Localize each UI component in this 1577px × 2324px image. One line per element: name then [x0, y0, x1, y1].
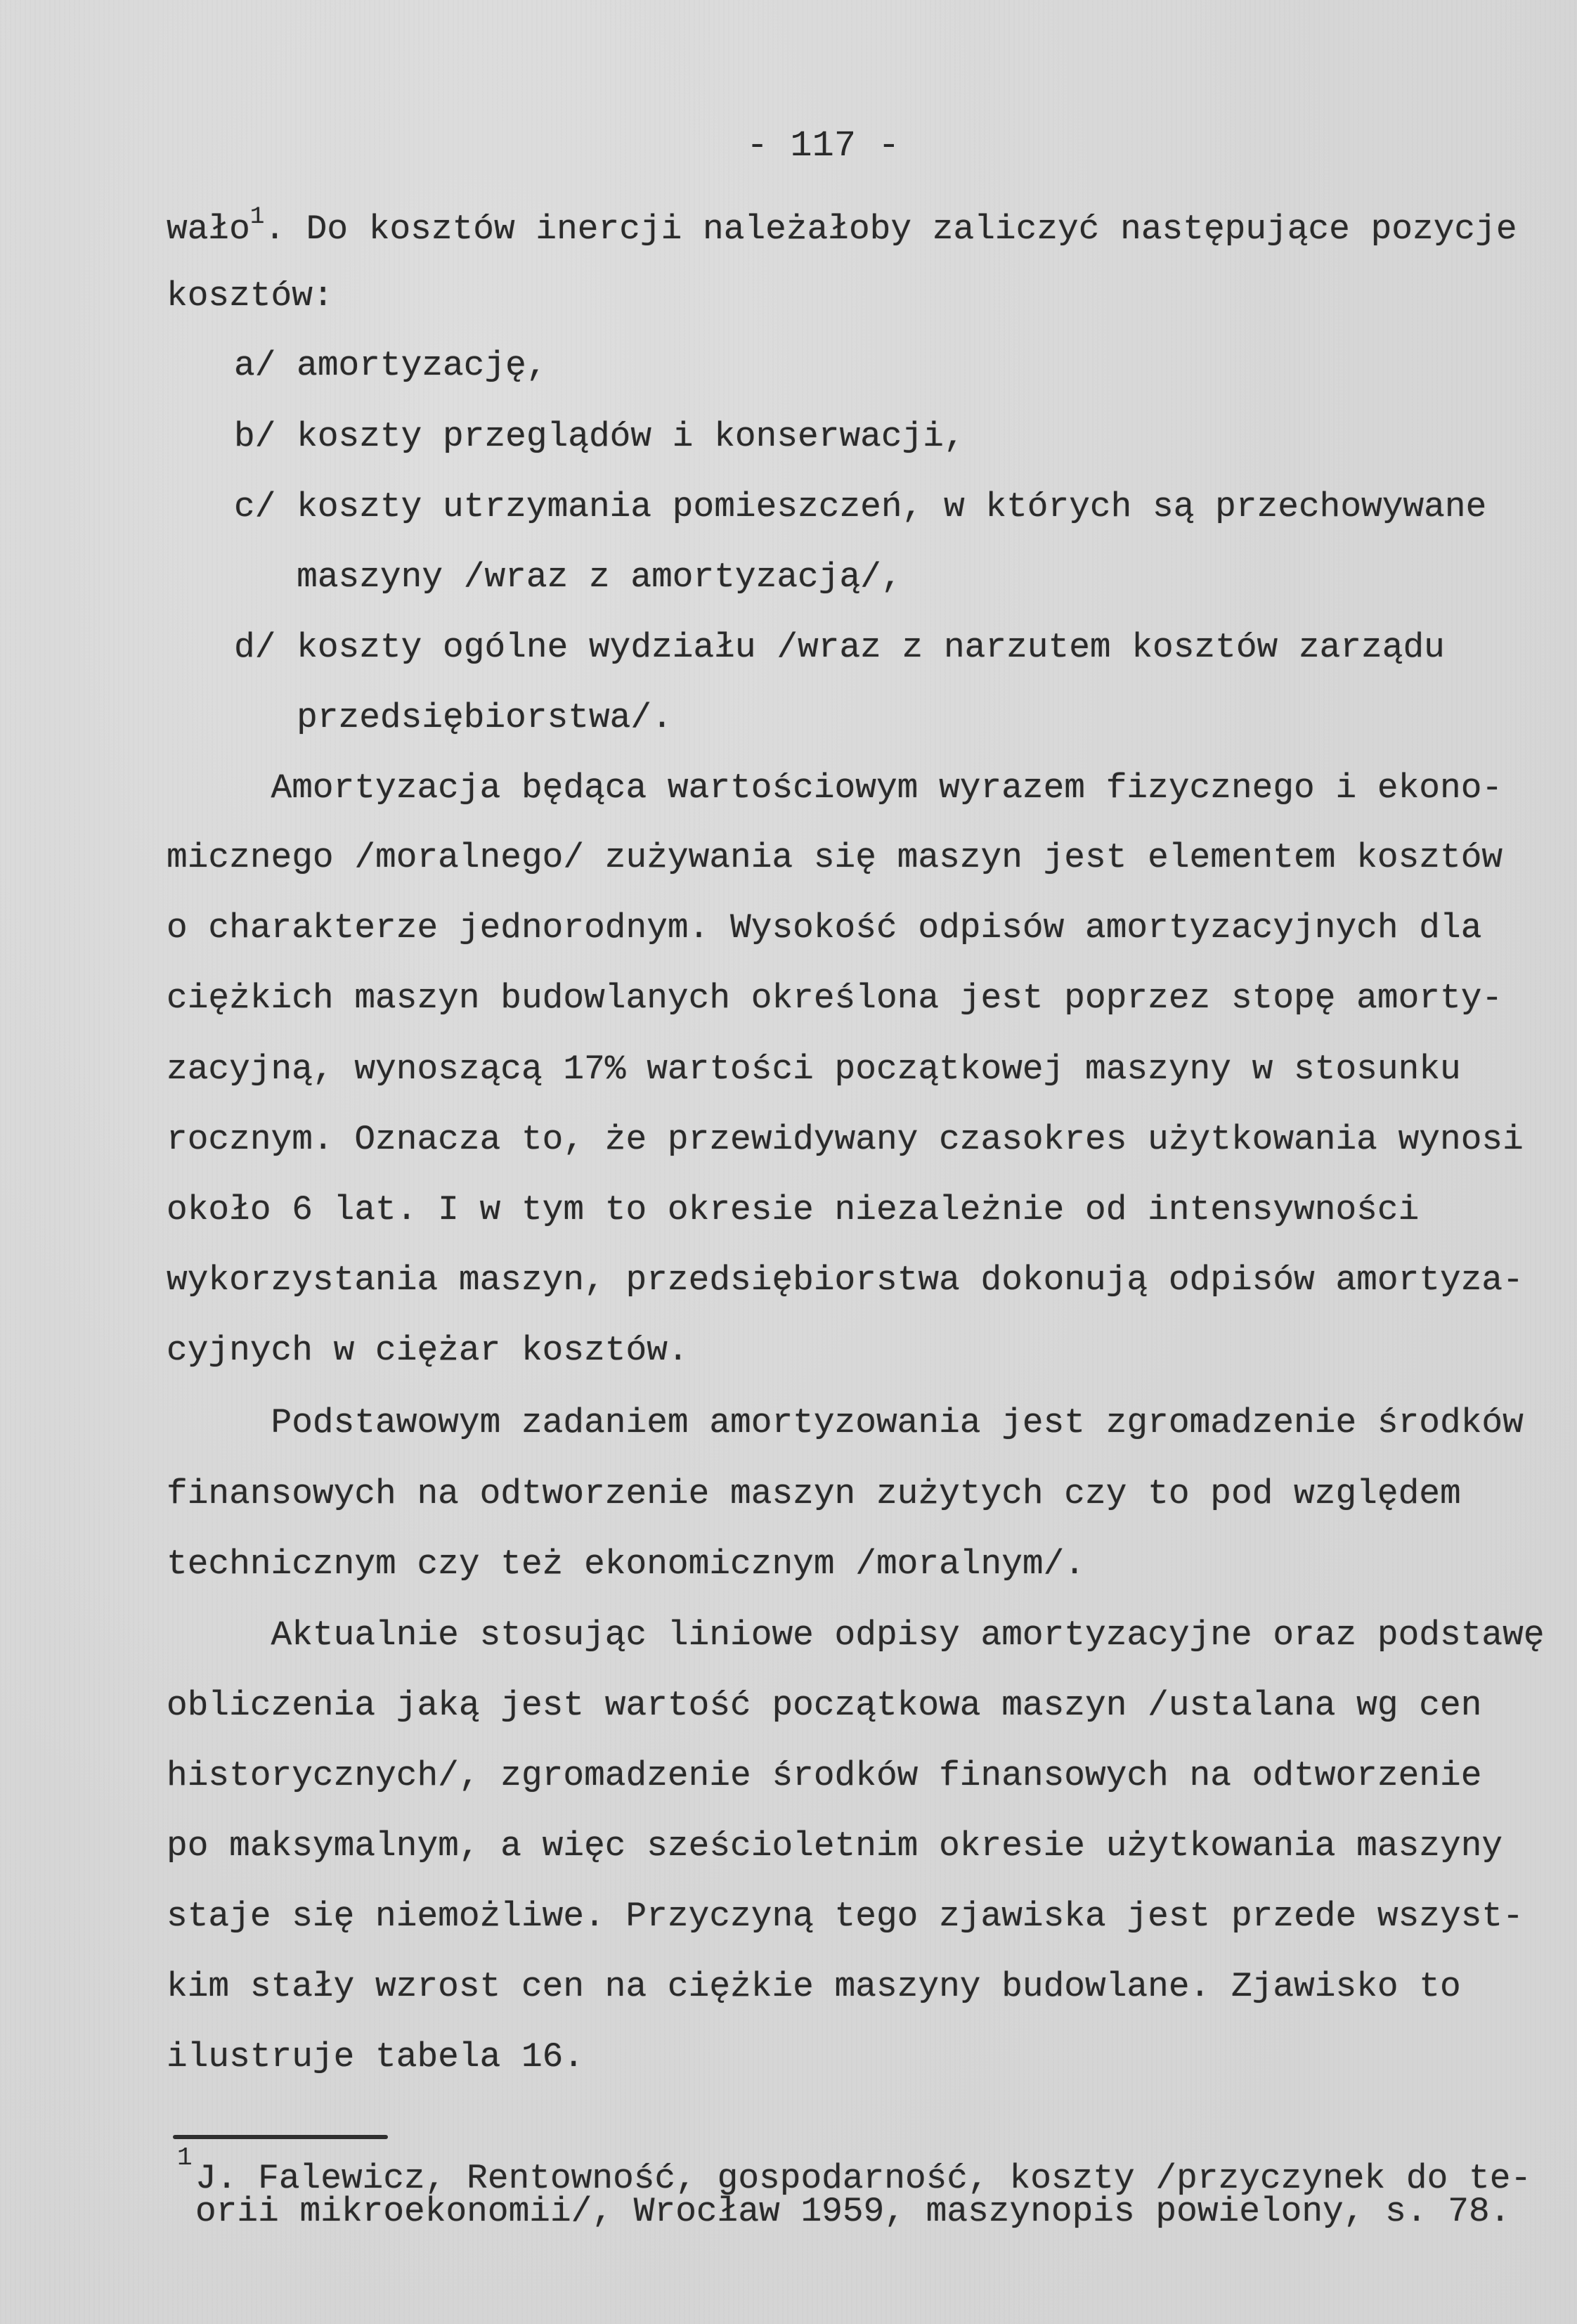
paragraph-line: Amortyzacja będąca wartościowym wyrazem fizycznego i ekono- — [167, 768, 1503, 808]
paragraph-line: Aktualnie stosując liniowe odpisy amortyzacyjne oraz podstawę — [167, 1615, 1545, 1655]
footnote-line: orii mikroekonomii/, Wrocław 1959, maszynopis powielony, s. 78. — [195, 2192, 1511, 2231]
footnote-line: J. Falewicz, Rentowność, gospodarność, koszty /przyczynek do te- — [195, 2159, 1532, 2198]
page-number: - 117 - — [746, 125, 900, 167]
paragraph-line: zacyjną, wynoszącą 17% wartości początkowej maszyny w stosunku — [167, 1050, 1461, 1089]
paragraph-line: historycznych/, zgromadzenie środków finansowych na odtworzenie — [167, 1756, 1482, 1795]
paragraph-line: obliczenia jaką jest wartość początkowa maszyn /ustalana wg cen — [167, 1686, 1482, 1725]
list-line: a/ amortyzację, — [234, 346, 547, 385]
list-line: maszyny /wraz z amortyzacją/, — [234, 557, 902, 597]
paragraph-line: finansowych na odtworzenie maszyn zużytych czy to pod względem — [167, 1474, 1461, 1513]
paragraph-line: kim stały wzrost cen na ciężkie maszyny budowlane. Zjawisko to — [167, 1967, 1461, 2006]
intro-line-1 — [167, 204, 1517, 249]
intro-line-1-start: wało — [167, 209, 250, 249]
paragraph-line: rocznym. Oznacza to, że przewidywany czasokres użytkowania wynosi — [167, 1120, 1524, 1159]
list-line: c/ koszty utrzymania pomieszczeń, w których są przechowywane — [234, 487, 1487, 527]
list-line: b/ koszty przeglądów i konserwacji, — [234, 417, 965, 456]
paragraph-line: po maksymalnym, a więc sześcioletnim okresie użytkowania maszyny — [167, 1826, 1503, 1866]
intro-line-1-end: . Do kosztów inercji należałoby zaliczyć następujące pozycje — [264, 209, 1517, 249]
paragraph-line: Podstawowym zadaniem amortyzowania jest zgromadzenie środków — [167, 1403, 1524, 1442]
intro-line-2: kosztów: — [167, 276, 334, 316]
paragraph-line: o charakterze jednorodnym. Wysokość odpisów amortyzacyjnych dla — [167, 908, 1482, 948]
paragraph-line: staje się niemożliwe. Przyczyną tego zjawiska jest przede wszyst- — [167, 1897, 1524, 1936]
paragraph-line: technicznym czy też ekonomicznym /moralnym/. — [167, 1544, 1086, 1584]
paragraph-line: cyjnych w ciężar kosztów. — [167, 1331, 689, 1370]
footnote-separator — [173, 2135, 388, 2139]
paragraph-line: około 6 lat. I w tym to okresie niezależnie od intensywności — [167, 1190, 1420, 1229]
footnote-marker: 1 — [177, 2143, 193, 2172]
paragraph-line: ilustruje tabela 16. — [167, 2037, 585, 2077]
paragraph-line: wykorzystania maszyn, przedsiębiorstwa dokonują odpisów amortyza- — [167, 1260, 1524, 1300]
paragraph-line: micznego /moralnego/ zużywania się maszyn jest elementem kosztów — [167, 838, 1503, 877]
list-line: d/ koszty ogólne wydziału /wraz z narzutem kosztów zarządu — [234, 628, 1445, 667]
paragraph-line: ciężkich maszyn budowlanych określona jest poprzez stopę amorty- — [167, 979, 1503, 1018]
footnote-reference: 1 — [249, 204, 265, 231]
list-line: przedsiębiorstwa/. — [234, 698, 673, 737]
